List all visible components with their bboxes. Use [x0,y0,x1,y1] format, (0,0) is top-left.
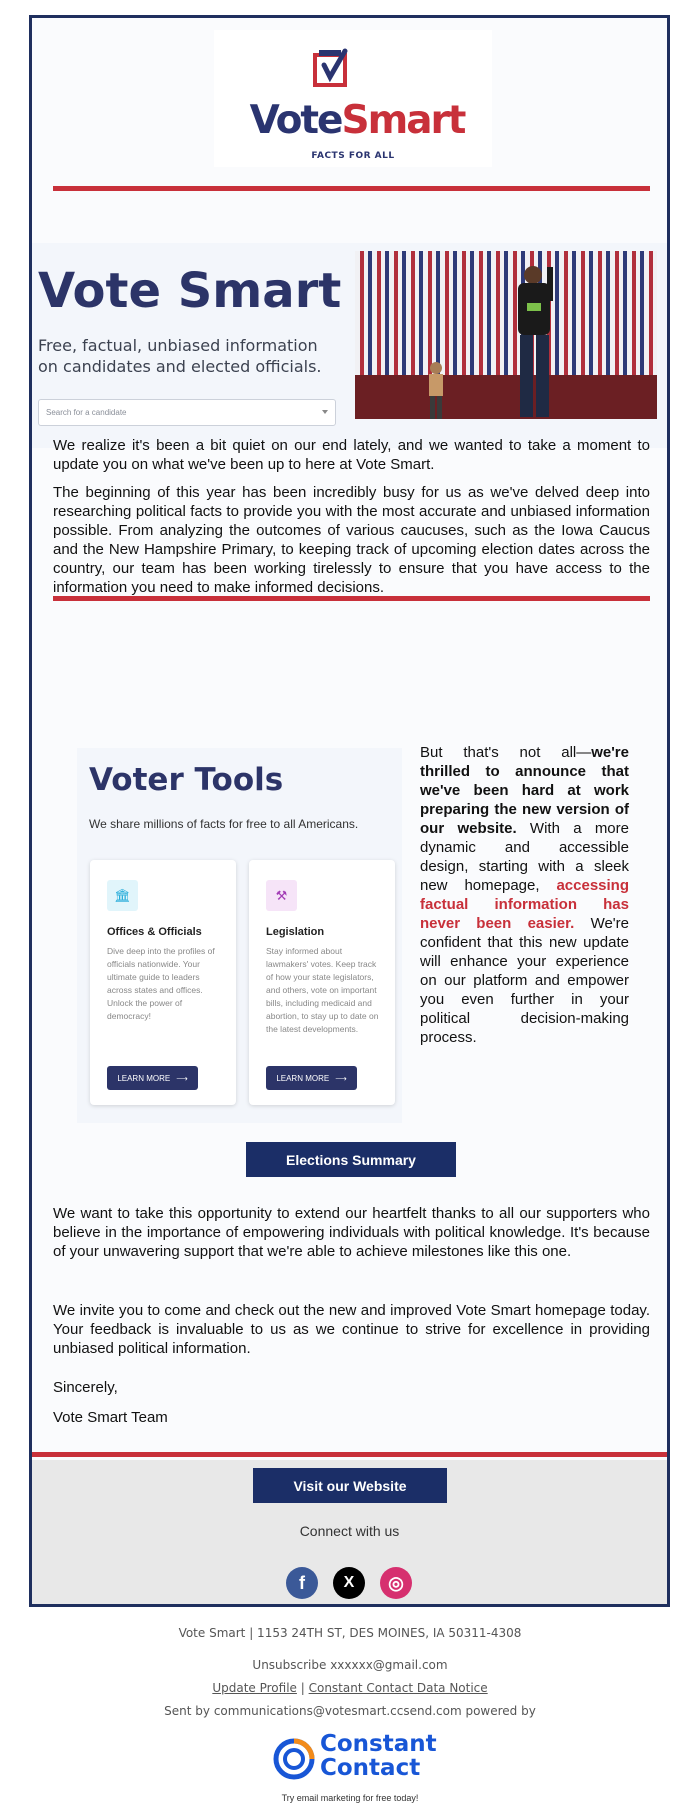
tool-name: Legislation [266,926,325,938]
connect-label: Connect with us [299,1523,400,1539]
button-label: LEARN MORE [117,1073,171,1083]
closing-paragraph-1: We want to take this opportunity to extend our heartfelt thanks to all our supporters who believe in the importance of empowering individuals with political knowledge. It's because of your unwavering support that we're able to achieve milestones like this one. [53,1205,650,1260]
gavel-icon: ⚒ [266,880,297,911]
data-notice-link[interactable]: Constant Contact Data Notice [308,1681,488,1695]
voter-tools-panel [77,748,402,1123]
constant-contact-wordmark[interactable]: Constant Contact [320,1731,437,1781]
tool-description: Dive deep into the profiles of officials nationwide. Your ultimate guide to leaders across states and offices. Unlock the power of democracy! [107,946,215,1021]
closing-paragraph-2: We invite you to come and check out the new and improved Vote Smart homepage today. Your feedback is invaluable to us as we continue to strive for excellence in providing unbiased political information. [53,1302,650,1357]
x-icon[interactable]: X [333,1567,365,1599]
intro-paragraph-2: The beginning of this year has been incredibly busy for us as we've delved deep into researching political facts to provide you with the most accurate and unbiased information possible. From analyzing the outcomes of various caucuses, such as the Iowa Caucus and the New Hampshire Primary, to keeping track of upcoming election dates across the country, our team has been working tirelessly to ensure that you have access to the information you need to make informed decisions. [53,484,650,596]
button-label: LEARN MORE [276,1073,330,1083]
chevron-down-icon [322,410,328,414]
footer-links [0,1681,700,1695]
learn-more-button[interactable] [266,1066,357,1090]
logo-tagline: FACTS FOR ALL [311,151,395,161]
hero-banner [32,243,667,448]
candidate-search-select[interactable] [38,399,336,426]
vote-smart-logo[interactable] [214,30,492,167]
learn-more-button[interactable] [107,1066,198,1090]
arrow-right-icon: ⟶ [176,1073,188,1083]
voter-figure [503,263,567,419]
arrow-right-icon: ⟶ [335,1073,347,1083]
footer-address: Vote Smart | 1153 24TH ST, DES MOINES, IA 50311-4308 [178,1626,522,1640]
tool-name: Offices & Officials [107,926,202,938]
elections-summary-button[interactable]: Elections Summary [246,1142,456,1177]
hero-title: Vote Smart [38,263,342,319]
logo-wordmark: VoteSmart [249,98,465,143]
unsubscribe-link[interactable]: Unsubscribe xxxxxx@gmail.com [252,1658,448,1672]
hero-subtitle: Free, factual, unbiased information on candidates and elected officials. [38,336,322,376]
offices-officials-card [90,860,236,1105]
email-container [29,15,670,1607]
divider [32,1452,667,1457]
building-icon: 🏛 [107,880,138,911]
intro-paragraph-1: We realize it's been a bit quiet on our end lately, and we wanted to take a moment to update you on what we've been up to here at Vote Smart. [53,437,650,473]
link-separator: | [296,1681,309,1695]
voting-booth-photo [355,251,657,419]
divider [53,596,650,601]
voter-tools-title: Voter Tools [89,762,284,798]
legislation-card [249,860,395,1105]
signature: Vote Smart Team [53,1409,168,1426]
ballot-check-icon [311,47,355,91]
announcement-text: But that's not all—we're thrilled to announce that we've been hard at work preparing the new version of our website. With a more dynamic and accessible design, starting with a sleek new homepage, accessing factual information has never been easier. We're confident that this new update will enhance your experience on our platform and empower you even further in your political decision-making process. [420,744,629,1046]
sign-off: Sincerely, [53,1379,118,1396]
voter-tools-subtitle: We share millions of facts for free to all Americans. [89,817,359,831]
facebook-icon[interactable]: f [286,1567,318,1599]
divider [53,186,650,191]
sent-by-text: Sent by communications@votesmart.ccsend.com powered by [164,1704,536,1718]
instagram-icon[interactable]: ◎ [380,1567,412,1599]
search-placeholder: Search for a candidate [46,408,127,417]
update-profile-link[interactable]: Update Profile [212,1681,297,1695]
tool-description: Stay informed about lawmakers' votes. Keep track of how your state legislators, and others, vote on important bills, including medicaid and abortion, to stay up to date on the latest developments. [266,946,379,1034]
constant-contact-tagline[interactable]: Try email marketing for free today! [281,1793,419,1803]
visit-website-button[interactable]: Visit our Website [253,1468,447,1503]
child-figure [425,361,447,419]
constant-contact-logo-icon[interactable] [272,1737,316,1781]
